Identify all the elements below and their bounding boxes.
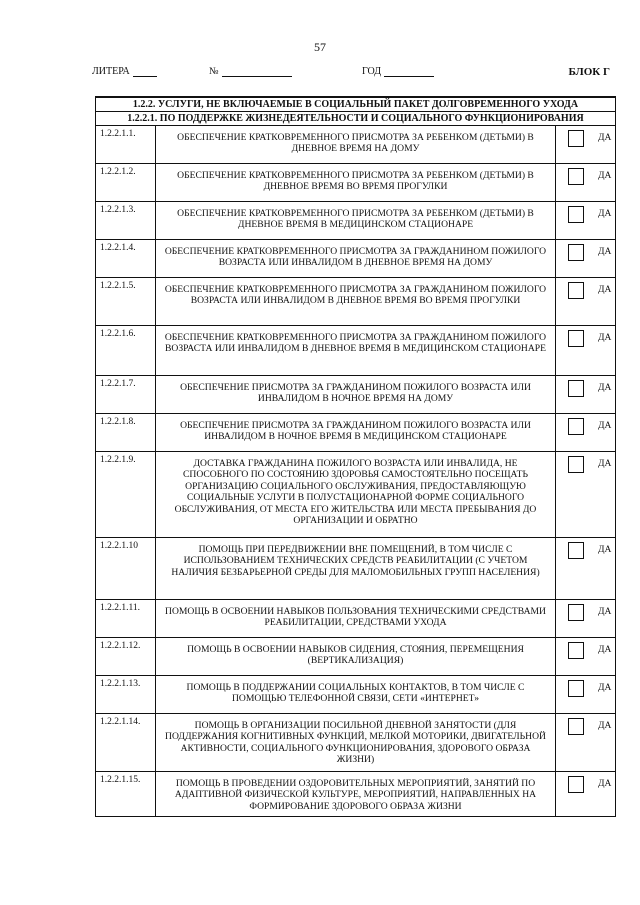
item-description: ОБЕСПЕЧЕНИЕ КРАТКОВРЕМЕННОГО ПРИСМОТРА ЗА РЕБЕНКОМ (ДЕТЬМИ) В ДНЕВНОЕ ВРЕМЯ НА ДОМУ	[156, 126, 556, 164]
yes-checkbox[interactable]	[568, 244, 584, 261]
table-row	[96, 278, 616, 326]
item-code: 1.2.2.1.12.	[96, 638, 156, 676]
table-row	[96, 240, 616, 278]
yes-label: ДА	[598, 683, 612, 693]
page-number: 57	[314, 40, 326, 54]
yes-label: ДА	[598, 459, 612, 469]
item-code: 1.2.2.1.13.	[96, 676, 156, 714]
yes-checkbox[interactable]	[568, 680, 584, 697]
item-description: ПОМОЩЬ В ОРГАНИЗАЦИИ ПОСИЛЬНОЙ ДНЕВНОЙ ЗАНЯТОСТИ (ДЛЯ ПОДДЕРЖАНИЯ КОГНИТИВНЫХ ФУНКЦИЙ, МЕЛКОЙ МОТОРИКИ, ДВИГАТЕЛЬНОЙ АКТИВНОСТИ, СОЦИАЛЬНОГО ФУНКЦИОНИРОВАНИЯ, ЗДОРОВОГО ОБРАЗА ЖИЗНИ)	[156, 714, 556, 772]
yes-label: ДА	[598, 133, 612, 143]
answer-cell	[556, 600, 616, 638]
form-header	[92, 66, 612, 82]
item-code: 1.2.2.1.2.	[96, 164, 156, 202]
yes-label: ДА	[598, 607, 612, 617]
yes-checkbox[interactable]	[568, 776, 584, 793]
yes-checkbox[interactable]	[568, 456, 584, 473]
year-blank[interactable]	[384, 66, 434, 77]
item-code: 1.2.2.1.14.	[96, 714, 156, 772]
answer-cell	[556, 202, 616, 240]
answer-cell	[556, 326, 616, 376]
section-subtitle-row	[96, 112, 616, 126]
yes-label: ДА	[598, 779, 612, 789]
item-code: 1.2.2.1.4.	[96, 240, 156, 278]
yes-checkbox[interactable]	[568, 642, 584, 659]
section-subtitle: 1.2.2.1. ПО ПОДДЕРЖКЕ ЖИЗНЕДЕЯТЕЛЬНОСТИ И СОЦИАЛЬНОГО ФУНКЦИОНИРОВАНИЯ	[96, 112, 616, 126]
table-row	[96, 772, 616, 817]
yes-label: ДА	[598, 209, 612, 219]
table-row	[96, 538, 616, 600]
year-label: ГОД	[362, 66, 382, 77]
table-row	[96, 676, 616, 714]
table-row	[96, 600, 616, 638]
item-code: 1.2.2.1.15.	[96, 772, 156, 817]
section-title: 1.2.2. УСЛУГИ, НЕ ВКЛЮЧАЕМЫЕ В СОЦИАЛЬНЫЙ ПАКЕТ ДОЛГОВРЕМЕННОГО УХОДА	[96, 97, 616, 112]
yes-checkbox[interactable]	[568, 718, 584, 735]
number-field	[209, 66, 292, 77]
answer-cell	[556, 772, 616, 817]
item-description: ОБЕСПЕЧЕНИЕ КРАТКОВРЕМЕННОГО ПРИСМОТРА ЗА ГРАЖДАНИНОМ ПОЖИЛОГО ВОЗРАСТА ИЛИ ИНВАЛИДОМ В ДНЕВНОЕ ВРЕМЯ НА ДОМУ	[156, 240, 556, 278]
yes-label: ДА	[598, 645, 612, 655]
item-code: 1.2.2.1.5.	[96, 278, 156, 326]
answer-cell	[556, 676, 616, 714]
table-row	[96, 452, 616, 538]
number-label: №	[209, 66, 219, 77]
item-description: ОБЕСПЕЧЕНИЕ ПРИСМОТРА ЗА ГРАЖДАНИНОМ ПОЖИЛОГО ВОЗРАСТА ИЛИ ИНВАЛИДОМ В НОЧНОЕ ВРЕМЯ В МЕДИЦИНСКОМ СТАЦИОНАРЕ	[156, 414, 556, 452]
yes-label: ДА	[598, 171, 612, 181]
yes-checkbox[interactable]	[568, 330, 584, 347]
item-description: ПОМОЩЬ ПРИ ПЕРЕДВИЖЕНИИ ВНЕ ПОМЕЩЕНИЙ, В ТОМ ЧИСЛЕ С ИСПОЛЬЗОВАНИЕМ ТЕХНИЧЕСКИХ СРЕДСТВ РЕАБИЛИТАЦИИ (С УЧЕТОМ НАЛИЧИЯ БЕЗБАРЬЕРНОЙ СРЕДЫ ДЛЯ МАЛОМОБИЛЬНЫХ ГРУПП НАСЕЛЕНИЯ)	[156, 538, 556, 600]
answer-cell	[556, 164, 616, 202]
litera-label: ЛИТЕРА	[92, 66, 130, 77]
item-description: ОБЕСПЕЧЕНИЕ КРАТКОВРЕМЕННОГО ПРИСМОТРА ЗА ГРАЖДАНИНОМ ПОЖИЛОГО ВОЗРАСТА ИЛИ ИНВАЛИДОМ В ДНЕВНОЕ ВРЕМЯ В МЕДИЦИНСКОМ СТАЦИОНАРЕ	[156, 326, 556, 376]
yes-label: ДА	[598, 333, 612, 343]
answer-cell	[556, 278, 616, 326]
table-row	[96, 638, 616, 676]
yes-checkbox[interactable]	[568, 542, 584, 559]
yes-label: ДА	[598, 247, 612, 257]
item-code: 1.2.2.1.8.	[96, 414, 156, 452]
yes-checkbox[interactable]	[568, 418, 584, 435]
table-row	[96, 202, 616, 240]
answer-cell	[556, 538, 616, 600]
item-description: ДОСТАВКА ГРАЖДАНИНА ПОЖИЛОГО ВОЗРАСТА ИЛИ ИНВАЛИДА, НЕ СПОСОБНОГО ПО СОСТОЯНИЮ ЗДОРОВЬЯ САМОСТОЯТЕЛЬНО ПОСЕЩАТЬ ОРГАНИЗАЦИЮ СОЦИАЛЬНОГО ОБСЛУЖИВАНИЯ, ПРЕДОСТАВЛЯЮЩУЮ СОЦИАЛЬНЫЕ УСЛУГИ В ПОЛУСТАЦИОНАРНОЙ ФОРМЕ СОЦИАЛЬНОГО ОБСЛУЖИВАНИЯ, ОТ МЕСТА ЕГО ЖИТЕЛЬСТВА ИЛИ МЕСТА ПРЕБЫВАНИЯ ДО ОРГАНИЗАЦИИ И ОБРАТНО	[156, 452, 556, 538]
yes-checkbox[interactable]	[568, 380, 584, 397]
item-code: 1.2.2.1.3.	[96, 202, 156, 240]
item-code: 1.2.2.1.10	[96, 538, 156, 600]
table-row	[96, 714, 616, 772]
item-code: 1.2.2.1.11.	[96, 600, 156, 638]
item-description: ОБЕСПЕЧЕНИЕ КРАТКОВРЕМЕННОГО ПРИСМОТРА ЗА ГРАЖДАНИНОМ ПОЖИЛОГО ВОЗРАСТА ИЛИ ИНВАЛИДОМ В ДНЕВНОЕ ВРЕМЯ ВО ВРЕМЯ ПРОГУЛКИ	[156, 278, 556, 326]
table-row	[96, 376, 616, 414]
item-description: ОБЕСПЕЧЕНИЕ КРАТКОВРЕМЕННОГО ПРИСМОТРА ЗА РЕБЕНКОМ (ДЕТЬМИ) В ДНЕВНОЕ ВРЕМЯ ВО ВРЕМЯ ПРОГУЛКИ	[156, 164, 556, 202]
answer-cell	[556, 240, 616, 278]
table-row	[96, 414, 616, 452]
yes-label: ДА	[598, 721, 612, 731]
answer-cell	[556, 376, 616, 414]
year-field	[362, 66, 434, 77]
item-description: ПОМОЩЬ В ПРОВЕДЕНИИ ОЗДОРОВИТЕЛЬНЫХ МЕРОПРИЯТИЙ, ЗАНЯТИЙ ПО АДАПТИВНОЙ ФИЗИЧЕСКОЙ КУЛЬТУРЕ, МЕРОПРИЯТИЙ, НАПРАВЛЕННЫХ НА ФОРМИРОВАНИЕ ЗДОРОВОГО ОБРАЗА ЖИЗНИ	[156, 772, 556, 817]
answer-cell	[556, 126, 616, 164]
litera-field	[92, 66, 157, 77]
section-title-row	[96, 97, 616, 112]
item-description: ОБЕСПЕЧЕНИЕ ПРИСМОТРА ЗА ГРАЖДАНИНОМ ПОЖИЛОГО ВОЗРАСТА ИЛИ ИНВАЛИДОМ В НОЧНОЕ ВРЕМЯ НА ДОМУ	[156, 376, 556, 414]
item-description: ПОМОЩЬ В ПОДДЕРЖАНИИ СОЦИАЛЬНЫХ КОНТАКТОВ, В ТОМ ЧИСЛЕ С ПОМОЩЬЮ ТЕЛЕФОННОЙ СВЯЗИ, СЕТИ «ИНТЕРНЕТ»	[156, 676, 556, 714]
item-code: 1.2.2.1.7.	[96, 376, 156, 414]
block-label: БЛОК Г	[568, 66, 610, 78]
yes-label: ДА	[598, 383, 612, 393]
yes-checkbox[interactable]	[568, 206, 584, 223]
yes-label: ДА	[598, 421, 612, 431]
yes-checkbox[interactable]	[568, 130, 584, 147]
item-description: ПОМОЩЬ В ОСВОЕНИИ НАВЫКОВ СИДЕНИЯ, СТОЯНИЯ, ПЕРЕМЕЩЕНИЯ (ВЕРТИКАЛИЗАЦИЯ)	[156, 638, 556, 676]
yes-checkbox[interactable]	[568, 168, 584, 185]
item-description: ОБЕСПЕЧЕНИЕ КРАТКОВРЕМЕННОГО ПРИСМОТРА ЗА РЕБЕНКОМ (ДЕТЬМИ) В ДНЕВНОЕ ВРЕМЯ В МЕДИЦИНСКОМ СТАЦИОНАРЕ	[156, 202, 556, 240]
number-blank[interactable]	[222, 66, 292, 77]
answer-cell	[556, 638, 616, 676]
litera-blank[interactable]	[133, 66, 157, 77]
yes-checkbox[interactable]	[568, 282, 584, 299]
yes-label: ДА	[598, 285, 612, 295]
yes-label: ДА	[598, 545, 612, 555]
answer-cell	[556, 452, 616, 538]
table-row	[96, 326, 616, 376]
table-row	[96, 164, 616, 202]
yes-checkbox[interactable]	[568, 604, 584, 621]
item-code: 1.2.2.1.1.	[96, 126, 156, 164]
table-row	[96, 126, 616, 164]
answer-cell	[556, 414, 616, 452]
item-code: 1.2.2.1.6.	[96, 326, 156, 376]
item-description: ПОМОЩЬ В ОСВОЕНИИ НАВЫКОВ ПОЛЬЗОВАНИЯ ТЕХНИЧЕСКИМИ СРЕДСТВАМИ РЕАБИЛИТАЦИИ, СРЕДСТВАМИ УХОДА	[156, 600, 556, 638]
answer-cell	[556, 714, 616, 772]
services-table	[95, 96, 616, 817]
item-code: 1.2.2.1.9.	[96, 452, 156, 538]
